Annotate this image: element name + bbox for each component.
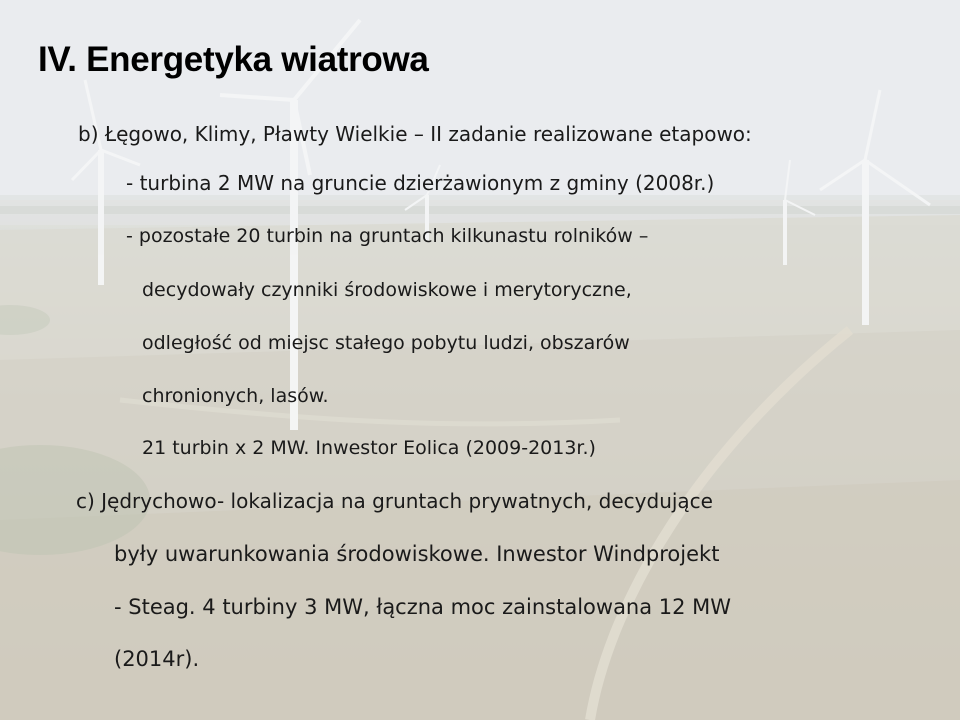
text-line-7: 21 turbin x 2 MW. Inwestor Eolica (2009-2013r.) (142, 437, 596, 459)
text-line-11: (2014r). (114, 647, 200, 671)
text-line-3: - pozostałe 20 turbin na gruntach kilkunastu rolników – (126, 225, 649, 247)
text-line-6: chronionych, lasów. (142, 385, 329, 407)
text-line-5: odległość od miejsc stałego pobytu ludzi, obszarów (142, 332, 630, 354)
text-line-9: były uwarunkowania środowiskowe. Inwestor Windprojekt (114, 542, 720, 566)
text-line-10: - Steag. 4 turbiny 3 MW, łączna moc zainstalowana 12 MW (114, 595, 732, 619)
text-line-8: c) Jędrychowo- lokalizacja na gruntach prywatnych, decydujące (76, 489, 713, 513)
slide-title: IV. Energetyka wiatrowa (38, 40, 429, 79)
text-line-1: b) Łęgowo, Klimy, Pławty Wielkie – II zadanie realizowane etapowo: (78, 122, 752, 146)
text-line-4: decydowały czynniki środowiskowe i merytoryczne, (142, 279, 632, 301)
text-line-2: - turbina 2 MW na gruncie dzierżawionym z gminy (2008r.) (126, 171, 715, 195)
